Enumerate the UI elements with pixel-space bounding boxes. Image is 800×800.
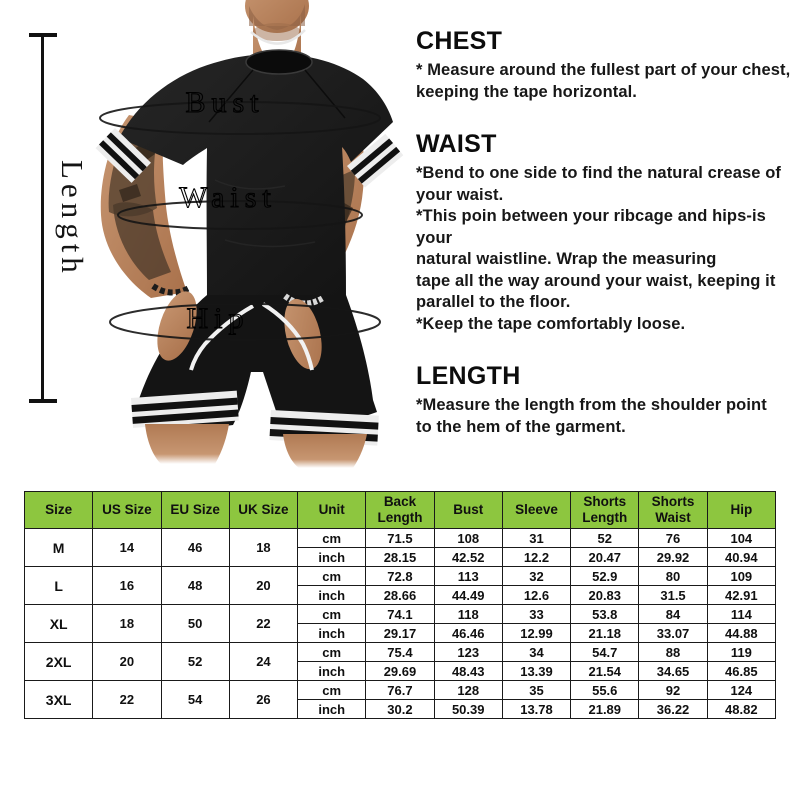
- collar: [246, 50, 312, 74]
- unit-cell: cm: [298, 567, 366, 586]
- value-cell: 76: [639, 529, 707, 548]
- column-header: UK Size: [229, 492, 297, 529]
- value-cell: 54.7: [571, 643, 639, 662]
- instructions-panel: [416, 26, 798, 438]
- size-cell: 3XL: [25, 681, 93, 719]
- instruction-line: to the hem of the garment.: [416, 417, 626, 436]
- value-cell: 12.6: [502, 586, 570, 605]
- instruction-line: parallel to the floor.: [416, 293, 571, 311]
- length-label: Length: [55, 160, 90, 278]
- size-cell: XL: [25, 605, 93, 643]
- unit-cell: inch: [298, 662, 366, 681]
- value-cell: 124: [707, 681, 775, 700]
- table-row: [25, 529, 776, 548]
- waist-label: Waist: [179, 181, 277, 214]
- size-table-body: [25, 529, 776, 719]
- value-cell: 52.9: [571, 567, 639, 586]
- unit-cell: inch: [298, 586, 366, 605]
- us-size-cell: 18: [93, 605, 161, 643]
- value-cell: 113: [434, 567, 502, 586]
- us-size-cell: 14: [93, 529, 161, 567]
- size-cell: M: [25, 529, 93, 567]
- value-cell: 92: [639, 681, 707, 700]
- value-cell: 12.99: [502, 624, 570, 643]
- value-cell: 12.2: [502, 548, 570, 567]
- value-cell: 44.88: [707, 624, 775, 643]
- eu-size-cell: 46: [161, 529, 229, 567]
- uk-size-cell: 26: [229, 681, 297, 719]
- instruction-line: natural waistline. Wrap the measuring: [416, 250, 717, 268]
- eu-size-cell: 54: [161, 681, 229, 719]
- value-cell: 33: [502, 605, 570, 624]
- instruction-section-waist: [416, 129, 798, 335]
- instruction-line: *Keep the tape comfortably loose.: [416, 314, 686, 333]
- column-header: Unit: [298, 492, 366, 529]
- value-cell: 28.66: [366, 586, 434, 605]
- value-cell: 46.85: [707, 662, 775, 681]
- column-header: EU Size: [161, 492, 229, 529]
- value-cell: 114: [707, 605, 775, 624]
- eu-size-cell: 48: [161, 567, 229, 605]
- right-leg: [283, 434, 367, 468]
- value-cell: 72.8: [366, 567, 434, 586]
- column-header: Size: [25, 492, 93, 529]
- us-size-cell: 16: [93, 567, 161, 605]
- value-cell: 31.5: [639, 586, 707, 605]
- instruction-section-length: [416, 361, 798, 438]
- value-cell: 84: [639, 605, 707, 624]
- column-header: Back Length: [366, 492, 434, 529]
- value-cell: 74.1: [366, 605, 434, 624]
- instruction-line: *This poin between your ribcage and hips-is your: [416, 207, 766, 247]
- value-cell: 108: [434, 529, 502, 548]
- eu-size-cell: 50: [161, 605, 229, 643]
- value-cell: 119: [707, 643, 775, 662]
- left-leg: [145, 424, 229, 464]
- value-cell: 80: [639, 567, 707, 586]
- value-cell: 40.94: [707, 548, 775, 567]
- instruction-line: * Measure around the fullest part of your chest,: [416, 61, 791, 79]
- size-table-wrap: [24, 491, 776, 719]
- value-cell: 42.91: [707, 586, 775, 605]
- instruction-heading: LENGTH: [416, 362, 521, 390]
- value-cell: 21.89: [571, 700, 639, 719]
- model-photo: [55, 0, 435, 470]
- column-header: Shorts Length: [571, 492, 639, 529]
- size-cell: L: [25, 567, 93, 605]
- value-cell: 29.92: [639, 548, 707, 567]
- value-cell: 21.18: [571, 624, 639, 643]
- value-cell: 33.07: [639, 624, 707, 643]
- value-cell: 34.65: [639, 662, 707, 681]
- value-cell: 44.49: [434, 586, 502, 605]
- column-header: Shorts Waist: [639, 492, 707, 529]
- value-cell: 104: [707, 529, 775, 548]
- value-cell: 36.22: [639, 700, 707, 719]
- value-cell: 71.5: [366, 529, 434, 548]
- instruction-line: your waist.: [416, 185, 504, 204]
- column-header: Sleeve: [502, 492, 570, 529]
- bust-label: Bust: [185, 86, 265, 119]
- uk-size-cell: 18: [229, 529, 297, 567]
- unit-cell: cm: [298, 681, 366, 700]
- unit-cell: cm: [298, 643, 366, 662]
- value-cell: 13.39: [502, 662, 570, 681]
- value-cell: 30.2: [366, 700, 434, 719]
- value-cell: 118: [434, 605, 502, 624]
- table-row: [25, 643, 776, 662]
- value-cell: 88: [639, 643, 707, 662]
- table-row: [25, 567, 776, 586]
- us-size-cell: 22: [93, 681, 161, 719]
- uk-size-cell: 22: [229, 605, 297, 643]
- eu-size-cell: 52: [161, 643, 229, 681]
- value-cell: 109: [707, 567, 775, 586]
- instruction-heading: CHEST: [416, 27, 503, 55]
- column-header: US Size: [93, 492, 161, 529]
- unit-cell: cm: [298, 529, 366, 548]
- instruction-line: *Measure the length from the shoulder point: [416, 396, 767, 414]
- value-cell: 28.15: [366, 548, 434, 567]
- uk-size-cell: 24: [229, 643, 297, 681]
- value-cell: 55.6: [571, 681, 639, 700]
- value-cell: 20.47: [571, 548, 639, 567]
- size-chart-table: [24, 491, 776, 719]
- hip-label: Hip: [186, 302, 250, 335]
- table-row: [25, 681, 776, 700]
- instruction-section-chest: [416, 26, 798, 103]
- unit-cell: inch: [298, 548, 366, 567]
- value-cell: 48.43: [434, 662, 502, 681]
- value-cell: 32: [502, 567, 570, 586]
- uk-size-cell: 20: [229, 567, 297, 605]
- unit-cell: inch: [298, 624, 366, 643]
- value-cell: 29.17: [366, 624, 434, 643]
- value-cell: 29.69: [366, 662, 434, 681]
- length-dimension-line: [41, 35, 44, 401]
- instruction-heading: WAIST: [416, 130, 497, 158]
- value-cell: 42.52: [434, 548, 502, 567]
- unit-cell: cm: [298, 605, 366, 624]
- size-cell: 2XL: [25, 643, 93, 681]
- instruction-line: *Bend to one side to find the natural crease of: [416, 164, 782, 182]
- value-cell: 75.4: [366, 643, 434, 662]
- value-cell: 52: [571, 529, 639, 548]
- table-row: [25, 605, 776, 624]
- value-cell: 31: [502, 529, 570, 548]
- value-cell: 35: [502, 681, 570, 700]
- column-header: Bust: [434, 492, 502, 529]
- value-cell: 123: [434, 643, 502, 662]
- value-cell: 76.7: [366, 681, 434, 700]
- instruction-line: keeping the tape horizontal.: [416, 82, 637, 101]
- value-cell: 46.46: [434, 624, 502, 643]
- unit-cell: inch: [298, 700, 366, 719]
- value-cell: 20.83: [571, 586, 639, 605]
- column-header: Hip: [707, 492, 775, 529]
- value-cell: 128: [434, 681, 502, 700]
- value-cell: 13.78: [502, 700, 570, 719]
- value-cell: 21.54: [571, 662, 639, 681]
- us-size-cell: 20: [93, 643, 161, 681]
- value-cell: 48.82: [707, 700, 775, 719]
- value-cell: 50.39: [434, 700, 502, 719]
- value-cell: 34: [502, 643, 570, 662]
- instruction-line: tape all the way around your waist, keeping it: [416, 271, 776, 290]
- length-bottom-cap: [29, 399, 57, 403]
- value-cell: 53.8: [571, 605, 639, 624]
- size-table-header: [25, 492, 776, 529]
